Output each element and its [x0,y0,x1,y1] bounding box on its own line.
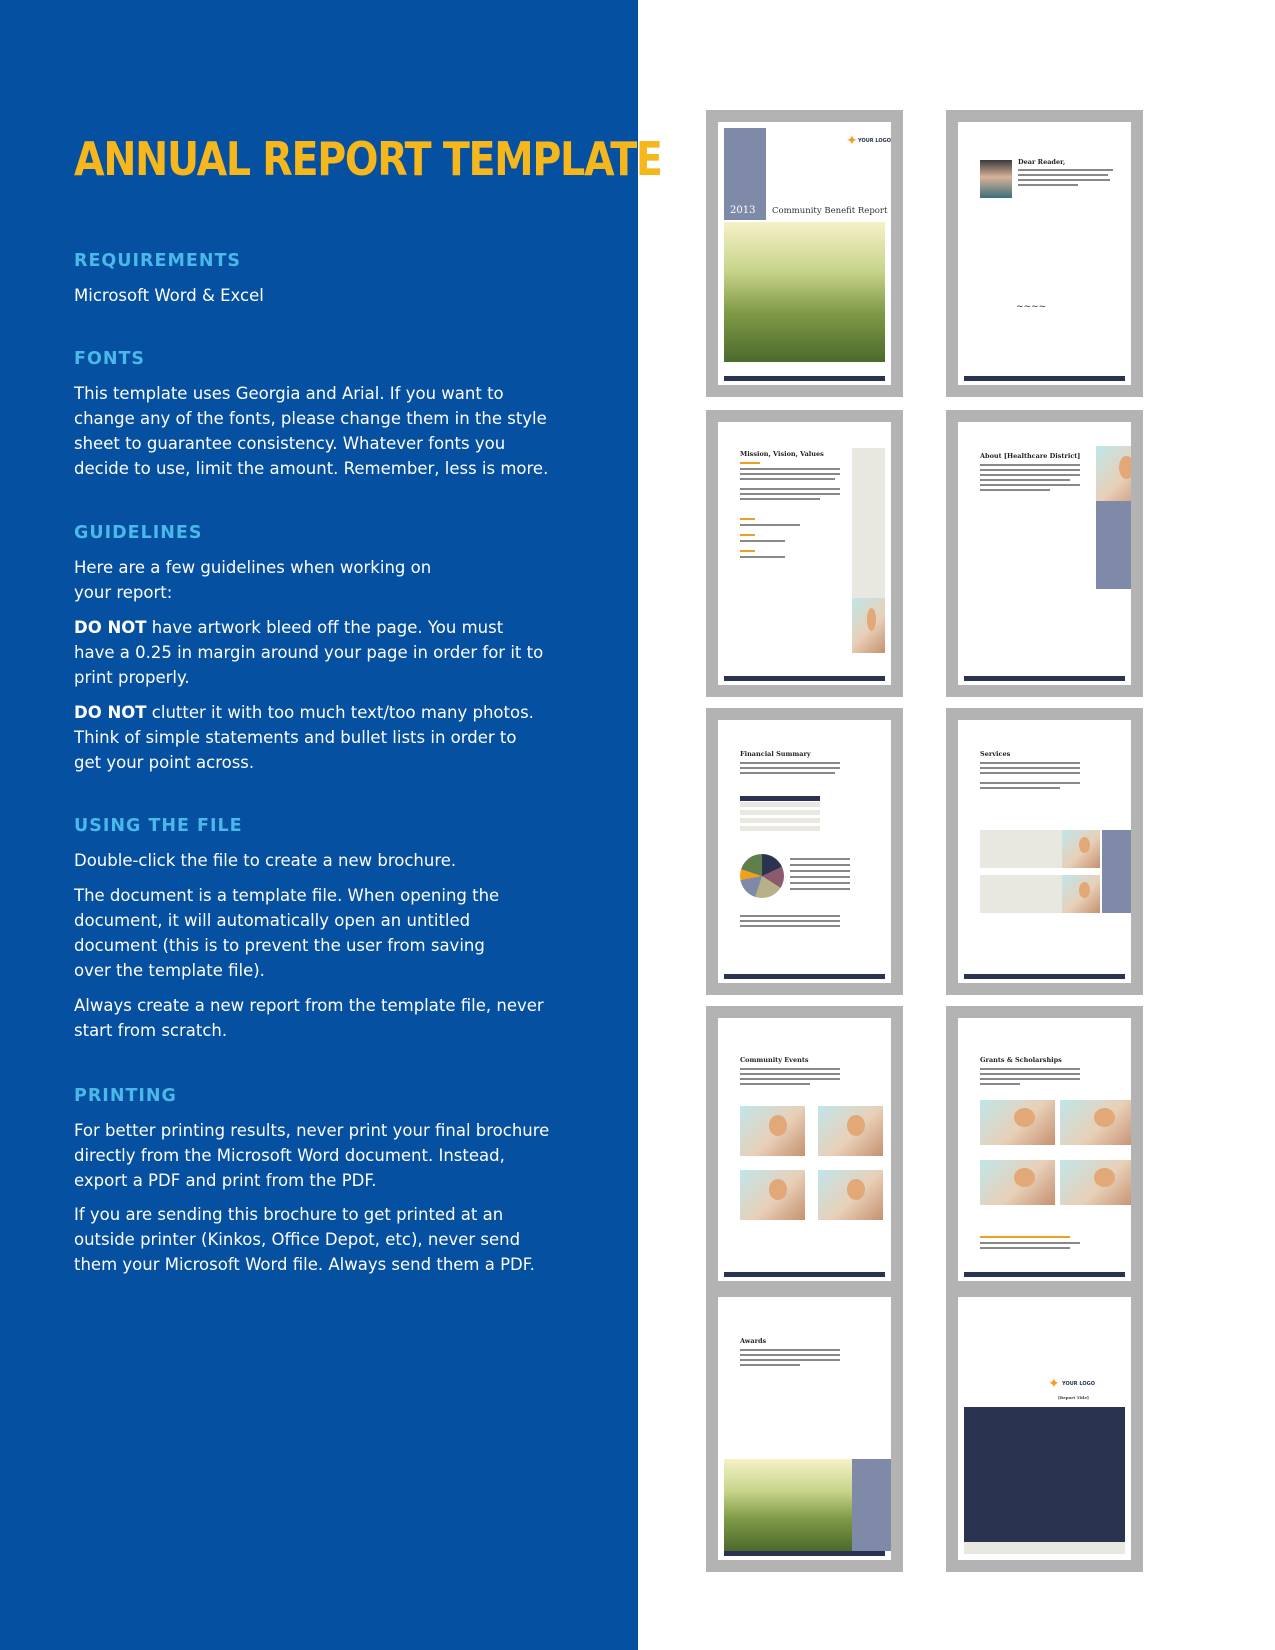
back-logo: YOUR LOGO [1062,1381,1095,1387]
text-line [740,1354,840,1356]
text-line [740,915,840,917]
legend-line [790,888,850,890]
financial-footer [724,974,885,979]
fonts-heading: FONTS [74,349,146,369]
text-line [740,524,800,526]
cover-title: Community Benefit Report [772,206,888,216]
text-line [980,1073,1080,1075]
kid-photo [1060,1100,1131,1145]
pie-chart [740,854,784,898]
text-line [740,518,755,520]
awards-park-photo [724,1459,852,1551]
fact-box [1102,830,1131,913]
financial-title: Financial Summary [740,750,811,758]
thumbnail-events [706,1006,903,1293]
kid-photo [818,1106,883,1156]
thumbnail-services [946,708,1143,995]
legend-line [790,858,850,860]
cover-accent-block [724,128,766,200]
kid-photo [1060,1160,1131,1205]
text-line [740,1083,810,1085]
sidebar-column [852,448,885,598]
kid-photo [818,1170,883,1220]
text-line [740,925,840,927]
text-line [980,1236,1070,1238]
back-navy-block [964,1407,1125,1542]
text-line [980,1068,1080,1070]
text-line [740,478,835,480]
letter-portrait [980,160,1012,198]
text-line [740,556,785,558]
page-title: ANNUAL REPORT TEMPLATE [74,132,662,186]
thumbnail-about [946,410,1143,697]
printing-heading: PRINTING [74,1086,177,1106]
kid-photo [980,1100,1055,1145]
using-file-p3: Always create a new report from the template file, never start from scratch. [74,996,544,1040]
back-footer-band [964,1542,1125,1554]
text-line [740,772,835,774]
rule-1-strong: DO NOT [74,618,147,637]
awards-footer [724,1551,885,1556]
services-title: Services [980,750,1011,758]
text-line [980,1247,1070,1249]
fact-box [1096,501,1131,589]
text-line [740,1068,840,1070]
guideline-rule-2 [74,700,534,775]
text-line [740,540,785,542]
kid-photo [980,1160,1055,1205]
guideline-rule-1 [74,615,544,690]
using-file-heading: USING THE FILE [74,816,243,836]
awards-title: Awards [740,1337,767,1345]
thumbnail-cover [706,110,903,397]
kid-photo [740,1170,805,1220]
text-line [1018,174,1108,176]
mission-footer [724,676,885,681]
legend-line [790,870,850,872]
guidelines-intro: Here are a few guidelines when working on your report: [74,558,432,602]
text-line [980,469,1080,471]
thumbnail-financial [706,708,903,995]
text-line [740,473,840,475]
rule-1-text: have artwork bleed off the page. You must have a 0.25 in margin around your page in order for it to print properly. [74,618,544,687]
kid-photo [852,598,885,653]
text-line [980,782,1080,784]
grants-footer [964,1272,1125,1277]
thumbnail-grants [946,1006,1143,1293]
cover-logo: YOUR LOGO [858,138,891,144]
text-line [980,1083,1020,1085]
text-line [740,488,840,490]
mission-title: Mission, Vision, Values [740,450,824,458]
guidelines-heading: GUIDELINES [74,523,203,543]
text-line [1018,184,1078,186]
printing-p2: If you are sending this brochure to get printed at an outside printer (Kinkos, Office Depot, etc), never send them your Microsoft Word file. Always send them a PDF. [74,1205,535,1274]
text-line [740,550,755,552]
legend-line [790,876,850,878]
about-footer [964,676,1125,681]
rule-2-strong: DO NOT [74,703,147,722]
requirements-text: Microsoft Word & Excel [74,286,264,305]
text-line [980,1242,1080,1244]
text-line [980,762,1080,764]
thumbnail-letter [946,110,1143,397]
printing-p1: For better printing results, never print your final brochure directly from the Microsoft Word document. Instead, export a PDF and print from the PDF. [74,1121,550,1190]
kid-photo [1096,446,1131,501]
legend-line [790,864,850,866]
legend-line [790,882,850,884]
text-line [740,920,840,922]
table-body [740,802,820,832]
events-footer [724,1272,885,1277]
letter-greeting: Dear Reader, [1018,158,1066,166]
text-line [740,1078,840,1080]
signature: ~~~~ [1016,302,1047,312]
services-footer [964,974,1125,979]
cover-park-photo [724,222,885,362]
text-line [740,767,840,769]
text-line [980,464,1080,466]
events-title: Community Events [740,1056,809,1064]
kid-photo [1062,875,1100,913]
text-line [740,1364,800,1366]
text-line [980,489,1050,491]
requirements-heading: REQUIREMENTS [74,251,242,271]
text-line [980,767,1080,769]
text-line [740,1073,840,1075]
letter-footer [964,376,1125,381]
text-line [980,787,1060,789]
using-file-p2: The document is a template file. When opening the document, it will automatically open an untitled document (this is to prevent the user from saving over the template file). [74,886,500,980]
grants-title: Grants & Scholarships [980,1056,1062,1064]
cover-footer [724,376,885,381]
rule-2-text: clutter it with too much text/too many photos. Think of simple statements and bullet lists in order to get your point across. [74,703,534,772]
thumbnail-mission [706,410,903,697]
text-line [740,468,840,470]
text-line [980,479,1070,481]
using-file-p1: Double-click the file to create a new brochure. [74,851,457,870]
fonts-text: This template uses Georgia and Arial. If you want to change any of the fonts, please change them in the style sheet to guarantee consistency. Whatever fonts you decide to use, limit the amount. Remember, less is more. [74,384,549,478]
fact-box [852,1459,891,1551]
text-line [740,493,840,495]
thumbnail-awards [706,1285,903,1572]
text-line [740,462,760,464]
star-logo-icon: ✦ [846,133,858,149]
text-line [980,1078,1080,1080]
text-line [740,1349,840,1351]
text-line [740,762,840,764]
text-line [980,772,1080,774]
cover-year: 2013 [724,200,766,220]
back-report-title: [Report Title] [1058,1395,1089,1400]
text-line [740,498,820,500]
table-header [740,796,820,801]
thumbnail-back-cover [946,1285,1143,1572]
text-line [1018,169,1113,171]
kid-photo [740,1106,805,1156]
text-line [740,1359,840,1361]
text-line [980,474,1080,476]
about-title: About [Healthcare District] [980,452,1081,460]
text-line [980,484,1080,486]
kid-photo [1062,830,1100,868]
text-line [740,534,755,536]
text-line [1018,179,1110,181]
star-logo-icon: ✦ [1048,1376,1060,1392]
